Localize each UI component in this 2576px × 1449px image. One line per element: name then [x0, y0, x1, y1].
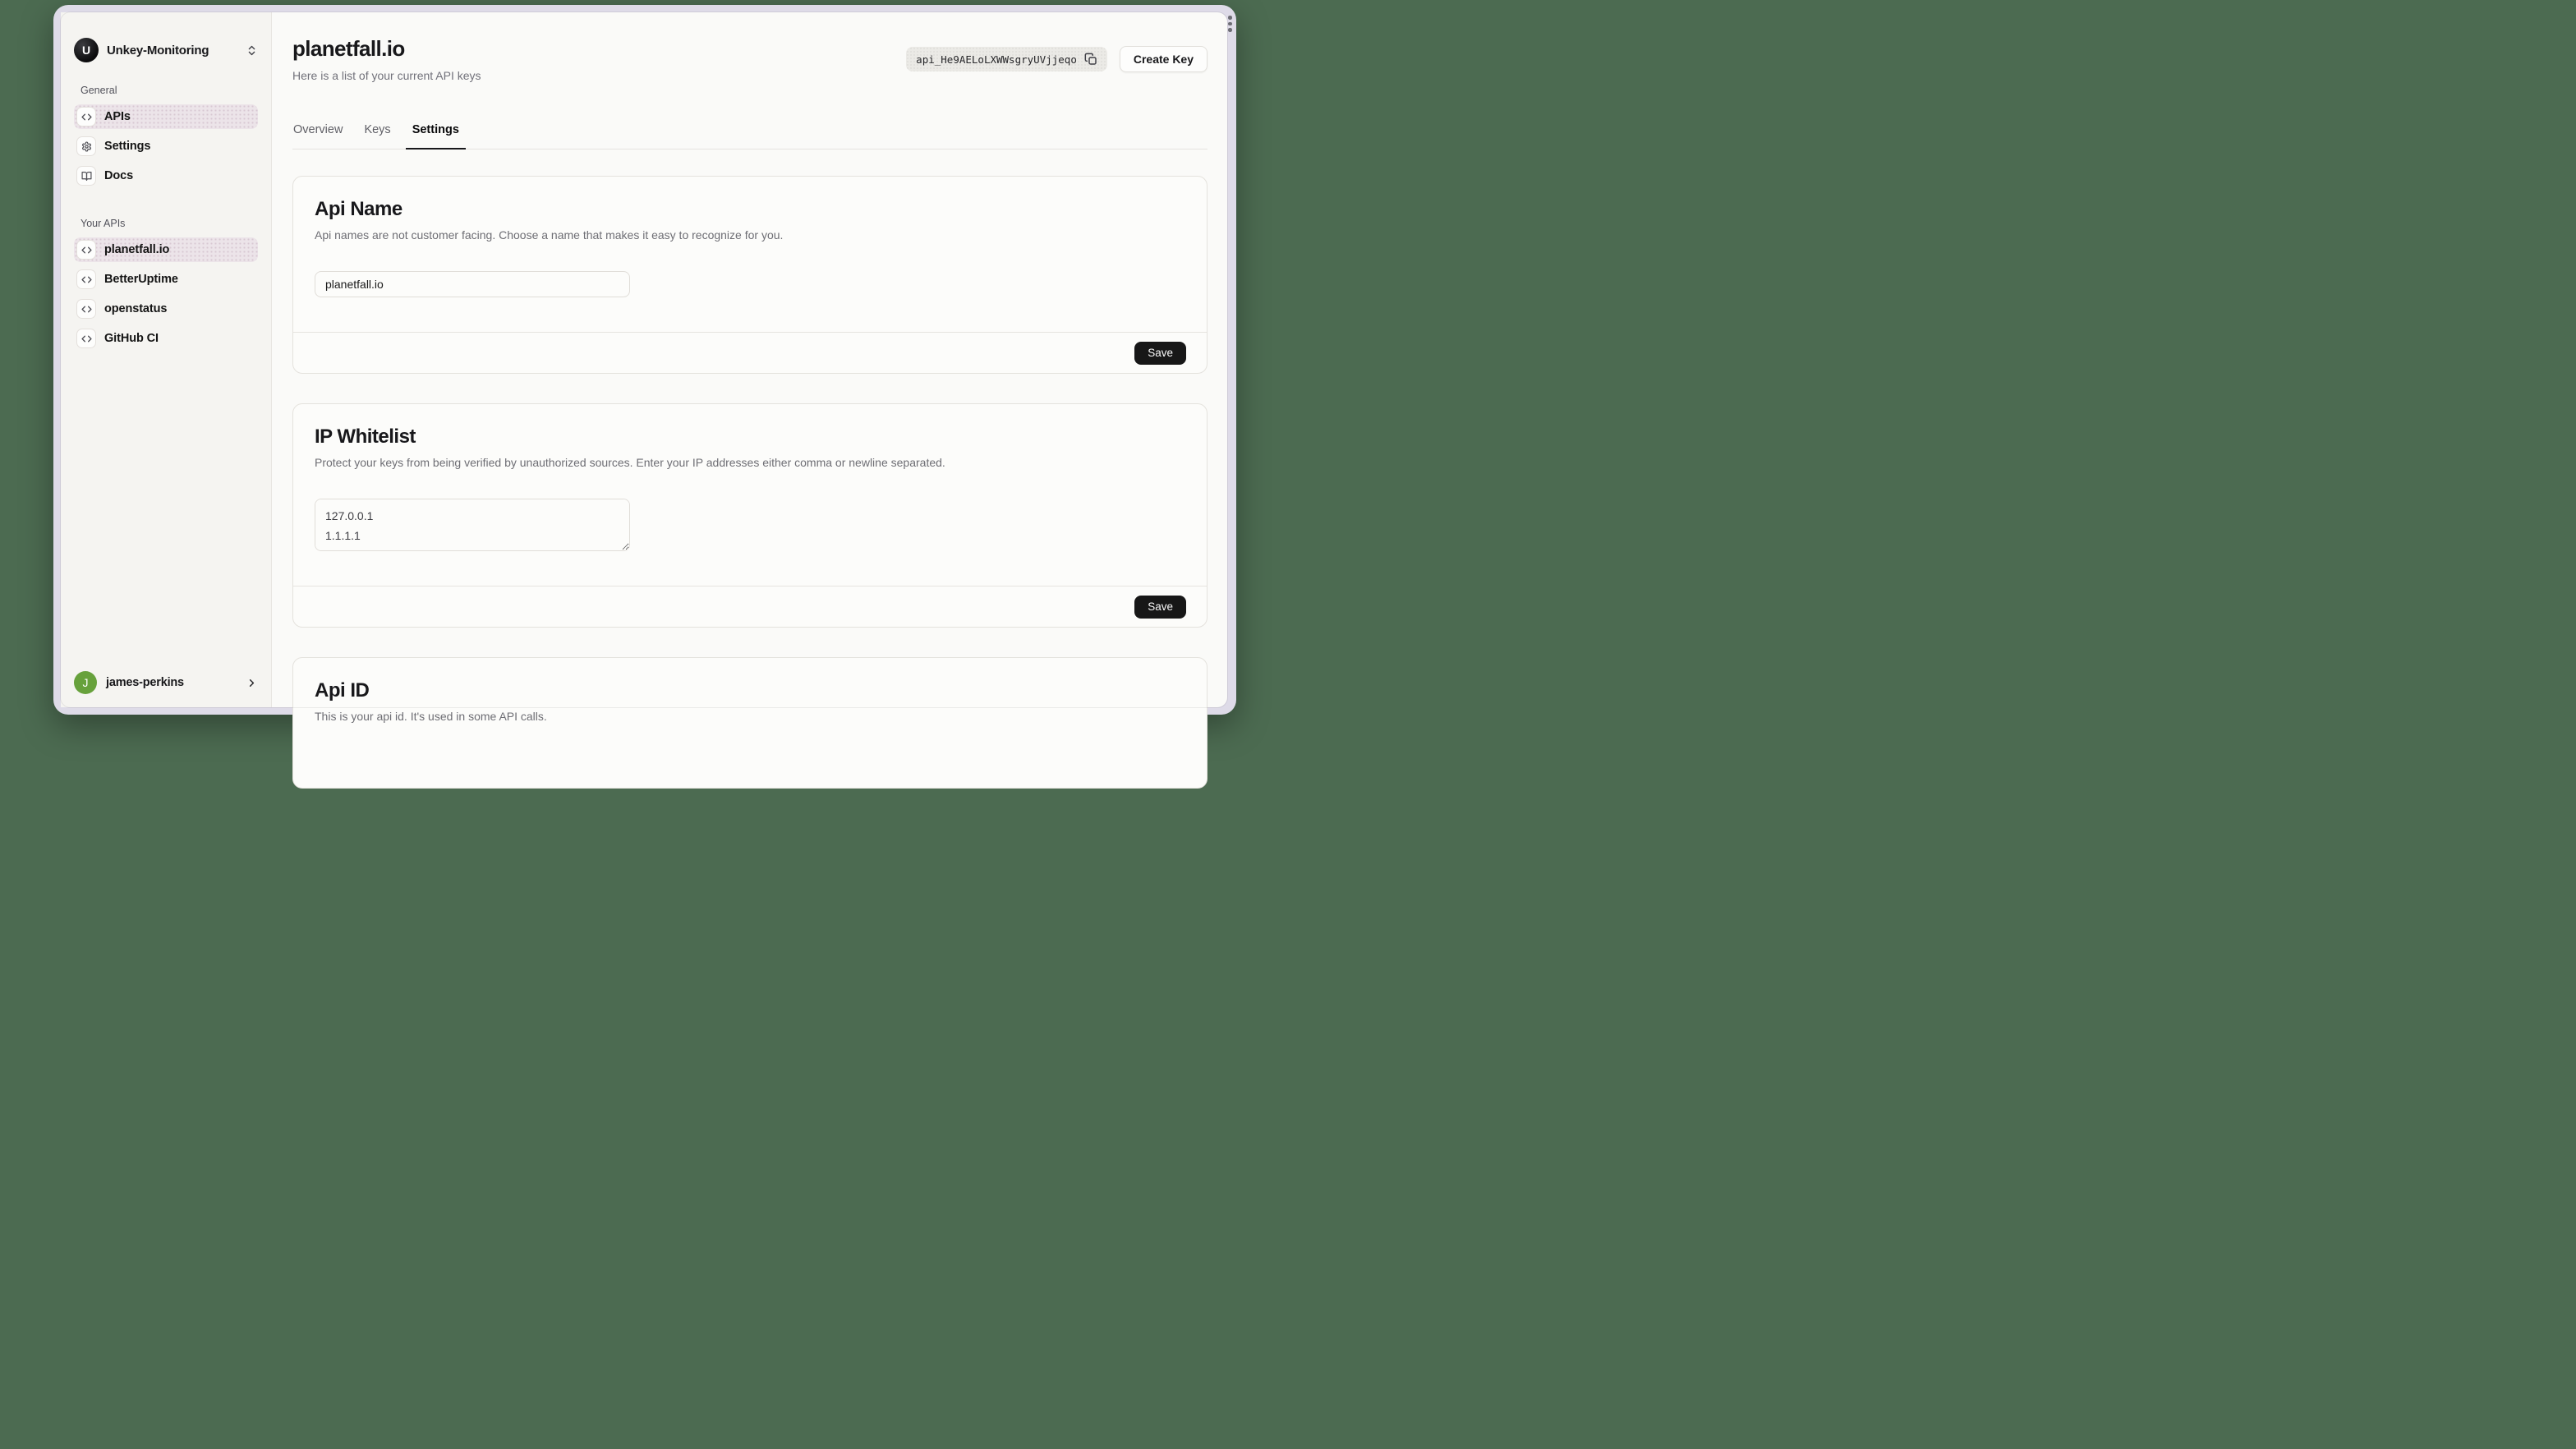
card-description: Api names are not customer facing. Choose a name that makes it easy to recognize for you.	[315, 228, 784, 242]
card-api-id	[292, 657, 1208, 789]
code-icon	[76, 240, 96, 260]
scrollbar-dots[interactable]	[1226, 16, 1234, 32]
api-name-input[interactable]	[315, 271, 630, 297]
sidebar-item-planetfall[interactable]	[74, 237, 258, 262]
card-title: Api Name	[315, 198, 402, 220]
sidebar-item-label: BetterUptime	[104, 273, 178, 286]
gear-icon	[76, 136, 96, 156]
sidebar-item-settings[interactable]	[74, 134, 258, 159]
tab-keys[interactable]: Keys	[364, 123, 391, 136]
card-api-name	[292, 176, 1208, 374]
user-menu[interactable]	[74, 669, 258, 696]
card-title: IP Whitelist	[315, 426, 416, 448]
page-title: planetfall.io	[292, 36, 405, 61]
sidebar-item-label: GitHub CI	[104, 332, 159, 345]
code-icon	[76, 329, 96, 348]
save-button[interactable]: Save	[1134, 596, 1186, 619]
sidebar-item-label: APIs	[104, 110, 131, 123]
chevron-right-icon	[246, 677, 258, 689]
workspace-name: Unkey-Monitoring	[107, 43, 209, 58]
card-ip-whitelist	[292, 403, 1208, 628]
sidebar-item-betteruptime[interactable]	[74, 267, 258, 292]
page-header	[292, 36, 1208, 82]
sidebar	[61, 12, 272, 707]
main-content	[272, 12, 1227, 723]
sidebar-item-label: planetfall.io	[104, 243, 170, 256]
code-icon	[76, 299, 96, 319]
card-description: This is your api id. It's used in some API calls.	[315, 710, 547, 723]
avatar: J	[74, 671, 97, 694]
create-key-button[interactable]: Create Key	[1120, 46, 1208, 72]
card-footer	[293, 332, 1207, 373]
book-open-icon	[76, 166, 96, 186]
page-subtitle: Here is a list of your current API keys	[292, 69, 481, 82]
app-window-frame	[53, 5, 1236, 723]
unkey-logo: U	[74, 38, 99, 62]
code-icon	[76, 269, 96, 289]
copy-icon[interactable]	[1084, 53, 1097, 66]
code-icon	[76, 107, 96, 126]
api-key-chip[interactable]	[906, 47, 1107, 71]
sidebar-item-openstatus[interactable]	[74, 297, 258, 321]
unkey-app	[61, 12, 1227, 723]
user-name: james-perkins	[106, 676, 184, 689]
card-footer	[293, 586, 1207, 627]
sidebar-item-label: Docs	[104, 169, 134, 182]
sidebar-item-apis[interactable]	[74, 104, 258, 129]
workspace-switcher[interactable]	[74, 38, 258, 62]
sidebar-item-label: Settings	[104, 140, 151, 153]
api-key-value: api_He9AELoLXWWsgryUVjjeqo	[916, 53, 1077, 66]
card-description: Protect your keys from being verified by unauthorized sources. Enter your IP addresses either comma or newline separated.	[315, 456, 945, 469]
ip-whitelist-textarea[interactable]	[315, 499, 630, 551]
section-label-general: General	[80, 85, 117, 96]
tab-settings[interactable]: Settings	[406, 123, 466, 150]
header-actions	[906, 46, 1208, 72]
tab-overview[interactable]: Overview	[293, 123, 343, 136]
sidebar-item-github-ci[interactable]	[74, 326, 258, 351]
card-title: Api ID	[315, 679, 370, 702]
section-label-your-apis: Your APIs	[80, 218, 126, 229]
chevrons-up-down-icon	[246, 44, 258, 57]
sidebar-item-docs[interactable]	[74, 163, 258, 188]
save-button[interactable]: Save	[1134, 342, 1186, 365]
tab-bar	[292, 123, 1208, 150]
sidebar-item-label: openstatus	[104, 302, 168, 315]
